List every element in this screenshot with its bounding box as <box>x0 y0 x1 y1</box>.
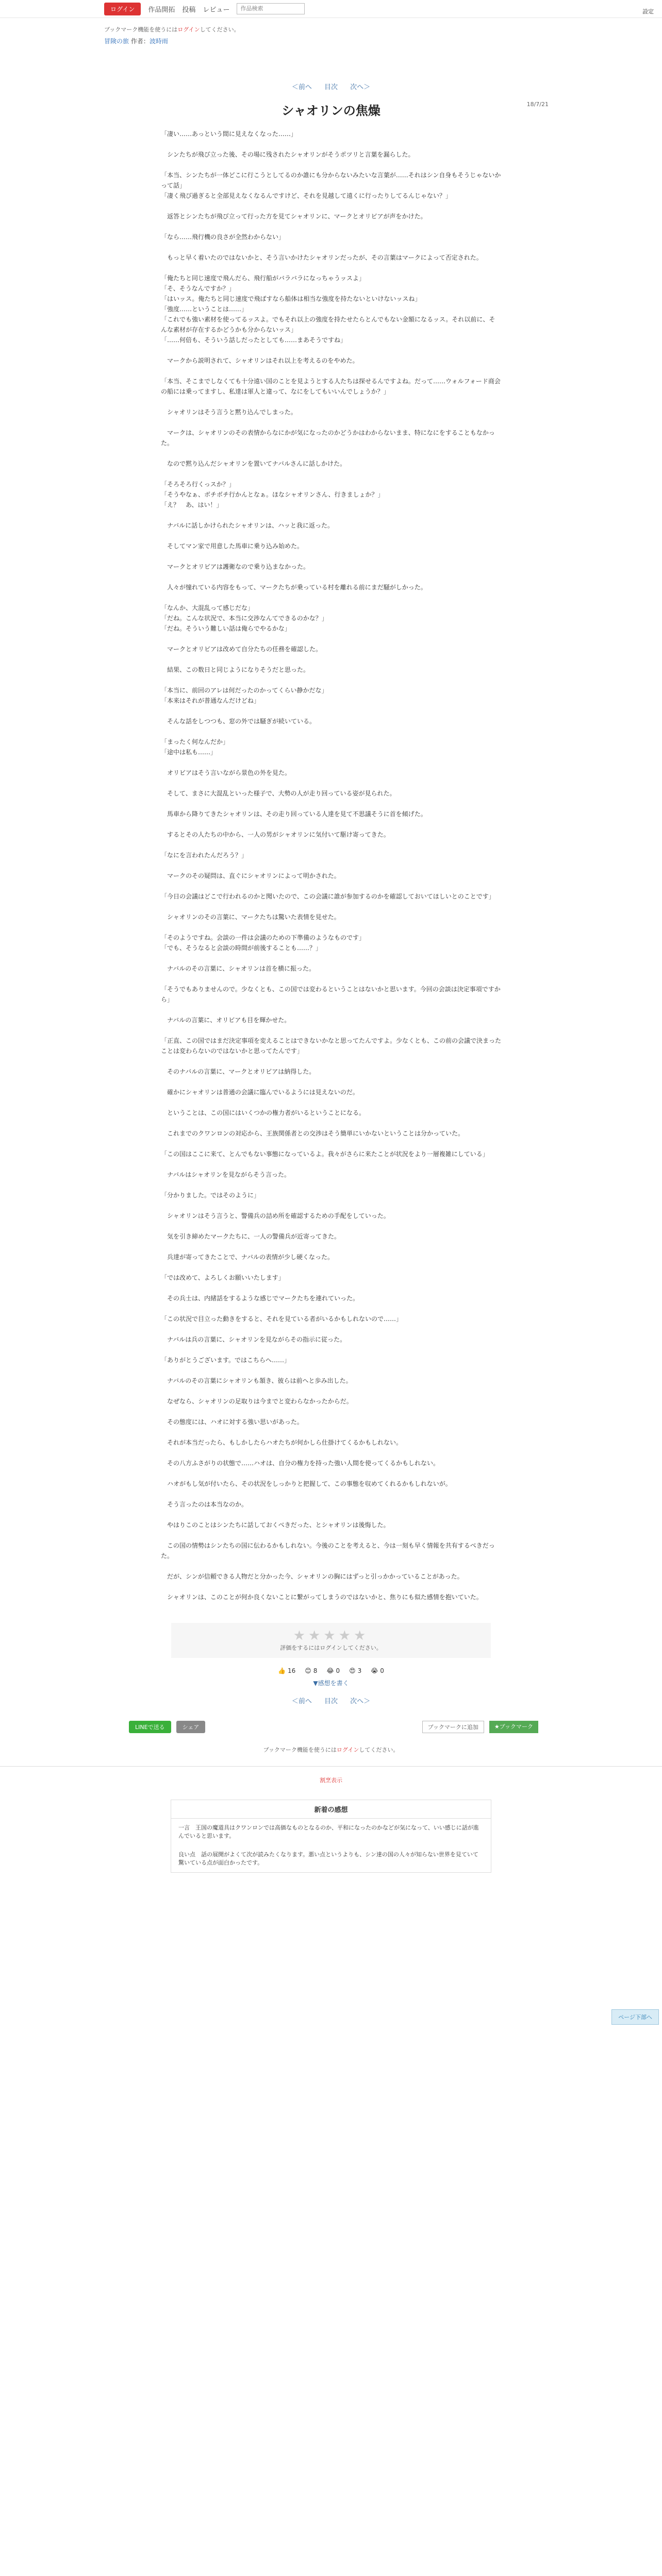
notice-login-link-bottom[interactable]: ログイン <box>336 1747 359 1753</box>
novel-paragraph: ナバルはシャオリンを見ながらそう言った。 <box>161 1171 291 1178</box>
reaction-icon: 😂 <box>326 1667 334 1674</box>
novel-paragraph: 「そうでもありませんので。少なくとも、この国では変わるということはないかと思います。今回の会談は決定事項ですから」 <box>161 986 501 1003</box>
novel-paragraph: その八方ふさがりの状態で……ハオは、自分の権力を持った強い人間を使ってくるかもしれない。 <box>161 1460 440 1467</box>
novel-paragraph: 「本当に、前回のアレは何だったのかってくらい静かだな」 「本来はそれが普通なんだけどね」 <box>161 687 328 704</box>
chapter-title: シャオリンの焦燥 <box>282 104 380 118</box>
rating-box <box>171 1623 491 1658</box>
prev-link-bottom[interactable]: ＜前へ <box>291 1698 312 1705</box>
novel-paragraph: その兵士は、内緒話をするような感じでマークたちを連れていった。 <box>161 1295 359 1302</box>
novel-paragraph: 「凄い……あっという間に見えなくなった……」 <box>161 130 297 138</box>
reaction-count: 0 <box>380 1667 384 1674</box>
novel-paragraph: ナバルのその言葉にシャオリンも頷き、彼らは前へと歩み出した。 <box>161 1377 352 1384</box>
novel-paragraph: シンたちが飛び立った後、その場に残されたシャオリンがそうポツリと言葉を漏らした。 <box>161 151 415 158</box>
author-link[interactable]: 波時雨 <box>149 38 168 45</box>
review-item[interactable]: 一言 王国の魔道具はクワンロンでは高価なものとなるのか、平和になったのかなどが気になって、いい感じに話が進んでいると思います。 <box>178 1824 479 1839</box>
novel-paragraph: 返答とシンたちが飛び立って行った方を見てシャオリンに、マークとオリビアが声をかけた。 <box>161 213 427 220</box>
novel-paragraph: その態度には、ハオに対する強い思いがあった。 <box>161 1418 303 1426</box>
novel-paragraph: シャオリンはそう言うと、警備兵の詰め所を確認するための手配をしていった。 <box>161 1212 390 1219</box>
top-bar <box>0 0 662 18</box>
novel-paragraph: マークは、シャオリンのその表情からなにかが気になったのかどうかはわからないまま、特になにをすることもなかった。 <box>161 429 495 447</box>
novel-paragraph: 「本当、そこまでしなくても十分遠い国のことを見ようとする人たちは探せるんですよね。だって……ウォルフォード商会の船には乗ってますし、私達は軍人と違って、なにをしてもいいんでしょうか？」 <box>161 378 501 395</box>
novel-paragraph: それが本当だったら、もしかしたらハオたちが何かしら仕掛けてくるかもしれない。 <box>161 1439 403 1446</box>
novel-paragraph: 「今日の会議はどこで行われるのかと聞いたので、この会議に誰が参加するのかを確認しておいてほしいとのことです」 <box>161 893 495 900</box>
divider <box>0 1766 662 1767</box>
novel-paragraph: 「なんか、大混乱って感じだな」 「だね。こんな状況で、本当に交渉なんてできるのかな？」 「だね。そういう難しい話は俺らでやるかな」 <box>161 604 328 632</box>
login-button[interactable]: ログイン <box>104 3 141 15</box>
novel-paragraph: マークとオリビアは護衛なので乗り込まなかった。 <box>161 563 310 570</box>
share-button[interactable]: シェア <box>176 1721 206 1733</box>
novel-paragraph: この国の情勢はシンたちの国に伝わるかもしれない。今後のことを考えると、今は一刻も早く情報を共有するべきだった。 <box>161 1542 495 1560</box>
chapter-date: 18/7/21 <box>526 101 549 108</box>
novel-paragraph: 「なにを言われたんだろう？」 <box>161 852 248 859</box>
novel-paragraph: 馬車から降りてきたシャオリンは、その走り回っている人達を見て不思議そうに首を傾げた。 <box>161 810 427 818</box>
novel-paragraph: 「では改めて、よろしくお願いいたします」 <box>161 1274 285 1281</box>
write-impression-link[interactable]: ▼感想を書く <box>313 1680 349 1687</box>
reaction-icon: 👍 <box>278 1667 286 1674</box>
review-heading: 新着の感想 <box>171 1800 491 1819</box>
novel-paragraph: もっと早く着いたのではないかと、そう言いかけたシャオリンだったが、その言葉はマークによって否定された。 <box>161 254 483 261</box>
novel-paragraph: そう言ったのは本当なのか。 <box>161 1501 248 1508</box>
novel-paragraph: ということは、この国にはいくつかの権力者がいるということになる。 <box>161 1109 366 1116</box>
novel-paragraph: シャオリンのその言葉に、マークたちは驚いた表情を見せた。 <box>161 913 340 921</box>
novel-paragraph: 「俺たちと同じ速度で飛んだら、飛行船がバラバラになっちゃうッスよ」 「そ、そうなんですか？」 「はいッス。俺たちと同じ速度で飛ばすなら船体は相当な強度を持たないといけないッスね」 「強度……ということは……」 「これでも強い素材を使ってるッスよ。でもそれ以上の強度を持たせたらとんでもない金額になるッス。それ以前に、そんな素材が存在するかどうかも分からないッス」 「……何倍も、そういう話しだったとしても……まあそうですね」 <box>161 275 495 344</box>
reaction-icon: 😊 <box>305 1667 311 1674</box>
novel-paragraph: 結果、この数日と同じようになりそうだと思った。 <box>161 666 310 673</box>
next-link-bottom[interactable]: 次へ＞ <box>350 1698 371 1705</box>
novel-paragraph: ナバルに話しかけられたシャオリンは、ハッと我に返った。 <box>161 522 334 529</box>
novel-paragraph: これまでのクワンロンの対応から、王族関係者との交渉はそう簡単にいかないということは分かっていた。 <box>161 1130 465 1137</box>
reaction-button[interactable] <box>305 1667 317 1674</box>
nav-review[interactable]: レビュー <box>203 6 230 14</box>
novel-paragraph: オリビアはそう言いながら景色の外を見た。 <box>161 769 291 776</box>
settings-link[interactable]: 設定 <box>642 8 654 15</box>
novel-paragraph: ナバルのその言葉に、シャオリンは首を横に振った。 <box>161 965 316 972</box>
toc-link[interactable]: 目次 <box>324 83 338 91</box>
novel-paragraph: 「この状況で目立った動きをすると、それを見ている者がいるかもしれないので……」 <box>161 1315 403 1323</box>
bookmark-button[interactable]: ★ブックマーク <box>489 1721 538 1733</box>
novel-paragraph: 「ありがとうございます。ではこちらへ……」 <box>161 1357 291 1364</box>
scroll-bottom-button[interactable]: ページ下部へ <box>611 2009 659 2025</box>
work-link[interactable]: 冒険の旅 <box>104 38 129 45</box>
novel-paragraph: マークから説明されて、シャオリンはそれ以上を考えるのをやめた。 <box>161 357 359 364</box>
rating-message: 評価をするにはログインしてください。 <box>280 1645 382 1651</box>
review-item[interactable]: 良い点 話の展開がよくて次が読みたくなります。悪い点というよりも、シン達の国の人々が知らない世界を見ていて驚いている点が面白かったです。 <box>178 1851 478 1866</box>
novel-paragraph: なぜなら、シャオリンの足取りは今までと変わらなかったからだ。 <box>161 1398 353 1405</box>
novel-paragraph: 「なら……飛行機の良さが全然わからない」 <box>161 233 285 241</box>
novel-paragraph: 「そのようですね。会談の一件は会議のための下準備のようなものです」 「でも、そうなると会談の時間が前後することも……？」 <box>161 934 366 952</box>
novel-paragraph: 「分かりました。ではそのように」 <box>161 1192 260 1199</box>
prev-link[interactable]: ＜前へ <box>291 83 312 91</box>
rating-stars[interactable]: ★★★★★ <box>293 1628 369 1643</box>
novel-paragraph: 人々が憧れている内容をもって、マークたちが乗っている村を離れる前にまだ騒がしかった。 <box>161 584 427 591</box>
novel-body <box>161 129 501 1602</box>
novel-paragraph: 「まったく何なんだか」 「途中は私も……」 <box>161 738 229 756</box>
novel-paragraph: シャオリンはそう言うと黙り込んでしまった。 <box>161 409 297 416</box>
novel-paragraph: 「この国はここに来て、とんでもない事態になっているよ。我々がさらに来たことが状況をより一層複雑にしている」 <box>161 1150 489 1158</box>
novel-paragraph: なので黙り込んだシャオリンを置いてナバルさんに話しかけた。 <box>161 460 346 467</box>
reaction-count: 16 <box>288 1667 296 1674</box>
novel-paragraph: マークのその疑問は、直ぐにシャオリンによって明かされた。 <box>161 872 340 879</box>
novel-paragraph: シャオリンは、このことが何か良くないことに繋がってしまうのではないかと、焦りにも似た感情を抱いていた。 <box>161 1594 483 1601</box>
novel-paragraph: そんな話をしつつも、窓の外では騒ぎが続いている。 <box>161 718 316 725</box>
reaction-count: 8 <box>313 1667 318 1674</box>
novel-paragraph: そしてマン家で用意した馬車に乗り込み始めた。 <box>161 543 304 550</box>
bookmark-notice: ブックマーク機能を使うにはログインしてください。 <box>104 26 240 33</box>
novel-paragraph: するとその人たちの中から、一人の男がシャオリンに気付いて駆け寄ってきた。 <box>161 831 390 838</box>
notice-login-link[interactable]: ログイン <box>177 26 200 33</box>
reaction-button[interactable] <box>371 1667 384 1674</box>
reaction-button[interactable] <box>326 1667 340 1674</box>
breadcrumb: 冒険の旅 作者：波時雨 <box>104 38 168 45</box>
novel-paragraph: ナバルは兵の言葉に、シャオリンを見ながらその指示に従った。 <box>161 1336 346 1343</box>
next-link[interactable]: 次へ＞ <box>350 83 371 91</box>
novel-paragraph: やはりこのことはシンたちに話しておくべきだった、とシャオリンは後悔した。 <box>161 1521 390 1529</box>
novel-paragraph: ハオがもし気が付いたら、その状況をしっかりと把握して、この事態を収めてくれるかもしれないが。 <box>161 1480 452 1487</box>
bookmark-notice-bottom: ブックマーク機能を使うにはログインしてください。 <box>263 1747 399 1753</box>
pager-bottom <box>0 1696 662 1705</box>
novel-paragraph: ナバルの言葉に、オリビアも目を輝かせた。 <box>161 1016 291 1024</box>
share-bar <box>0 1705 662 1733</box>
nav-browse[interactable]: 作品開拓 <box>148 6 175 14</box>
novel-paragraph: 「本当、シンたちが一体どこに行こうとしてるのか誰にも分からないみたいな言葉が……それはシン自身もそうじゃないかって話」 「凄く飛び過ぎると全部見えなくなるんですけど、それを見越して遠くに行ったりしてるんじゃない？」 <box>161 172 501 199</box>
line-share-button[interactable]: LINEで送る <box>129 1721 171 1733</box>
reaction-button[interactable] <box>349 1667 361 1674</box>
toc-link-bottom[interactable]: 目次 <box>324 1698 338 1705</box>
novel-paragraph: 「正直、この国ではまだ決定事項を変えることはできないかなと思ってたんですよ。少なくとも、この前の会議で決まったことは変わらないのではないかと思ってたんです」 <box>161 1037 502 1055</box>
novel-paragraph: マークとオリビアは改めて自分たちの任務を確認した。 <box>161 646 322 653</box>
reaction-icon: 😍 <box>349 1667 356 1674</box>
reaction-count: 0 <box>336 1667 340 1674</box>
footer-link[interactable]: 割烹表示 <box>320 1777 342 1784</box>
search-input[interactable] <box>237 3 305 14</box>
bookmark-add-box[interactable]: ブックマークに追加 <box>422 1721 484 1733</box>
novel-paragraph: 「そろそろ行くっスか？」 「そうやなぁ、ボチボチ行かんとなぁ。ほなシャオリンさん、行きましょか？」 「え？ あ、はい！」 <box>161 481 384 509</box>
novel-paragraph: そして、まさに大混乱といった様子で、大勢の人が走り回っている姿が見られた。 <box>161 790 396 797</box>
review-box <box>171 1800 491 1873</box>
reaction-button[interactable] <box>278 1667 295 1674</box>
novel-paragraph: 確かにシャオリンは普通の会議に臨んでいるようには見えないのだ。 <box>161 1089 359 1096</box>
pager-top <box>0 81 662 91</box>
novel-paragraph: そのナバルの言葉に、マークとオリビアは納得した。 <box>161 1068 316 1075</box>
nav-post[interactable]: 投稿 <box>182 6 196 14</box>
reaction-icon: 😭 <box>371 1667 378 1674</box>
novel-paragraph: だが、シンが信頼できる人物だと分かった今、シャオリンの胸にはずっと引っかかっていることがあった。 <box>161 1573 464 1580</box>
reaction-row <box>0 1667 662 1674</box>
footer-links <box>0 1776 662 1784</box>
novel-paragraph: 兵達が寄ってきたことで、ナバルの表情が少し硬くなった。 <box>161 1253 334 1261</box>
reaction-count: 3 <box>357 1667 362 1674</box>
novel-paragraph: 気を引き締めたマークたちに、一人の警備兵が近寄ってきた。 <box>161 1233 341 1240</box>
